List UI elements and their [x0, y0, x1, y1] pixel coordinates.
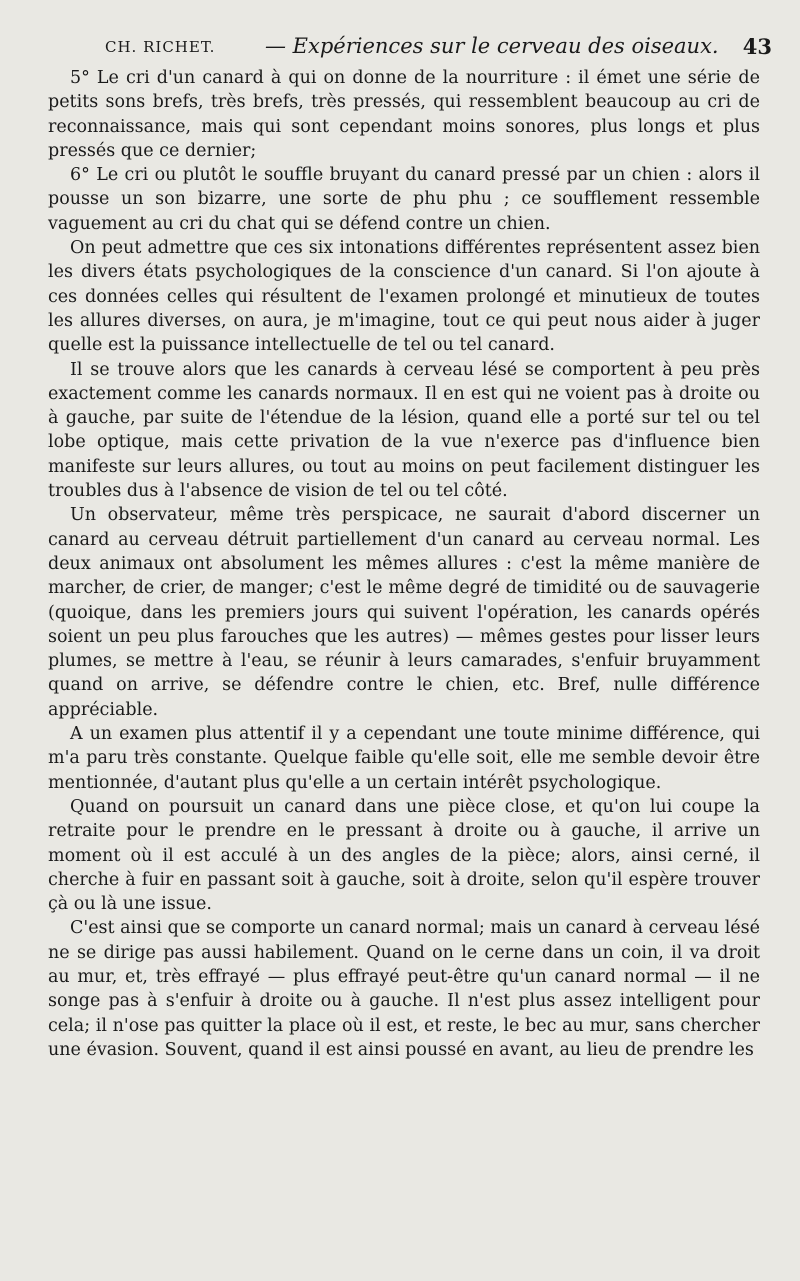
header-author: CH. RICHET.: [105, 38, 216, 56]
paragraph-normal-vs-lesioned: C'est ainsi que se comporte un canard normal; mais un canard à cerveau lésé ne se dirige pas aussi habilement. Quand on le cerne dans un coin, il va droit au mur, et, très effrayé — plus effrayé peut-être qu'un canard normal — il ne songe pas à s'enfuir à droite ou à gauche. Il n'est plus assez intelligent pour cela; il n'ose pas quitter la place où il est, et reste, le bec au mur, sans chercher une évasion. Souvent, quand il est ainsi poussé en avant, au lieu de prendre les: [48, 918, 760, 1060]
paragraph-pursuit: Quand on poursuit un canard dans une pièce close, et qu'on lui coupe la retraite pour le prendre en le pressant à droite ou à gauche, il arrive un moment où il est acculé à un des angles de la pièce; alors, ainsi cerné, il cherche à fuir en passant soit à gauche, soit à droite, selon qu'il espère trouver çà ou là une issue.: [48, 796, 760, 915]
paragraph-5: 5° Le cri d'un canard à qui on donne de la nourriture : il émet une série de petits sons brefs, très brefs, très pressés, qui ressemblent beaucoup au cri de reconnaissance, mais qui sont cependant moins sonores, plus longs et plus pressés que ce dernier;: [48, 68, 760, 161]
paragraph-6: 6° Le cri ou plutôt le souffle bruyant du canard pressé par un chien : alors il pousse un son bizarre, une sorte de phu phu ; ce soufflement ressemble vaguement au cri du chat qui se défend contre un chien.: [48, 165, 760, 234]
paragraph-observer: Un observateur, même très perspicace, ne saurait d'abord discerner un canard au cerveau détruit partiellement d'un canard au cerveau normal. Les deux animaux ont absolument les mêmes allures : c'est la même manière de marcher, de crier, de manger; c'est le même degré de timidité ou de sauvagerie (quoique, dans les premiers jours qui suivent l'opération, les canards opérés soient un peu plus farouches que les autres) — mêmes gestes pour lisser leurs plumes, se mettre à l'eau, se réunir à leurs camarades, s'enfuir bruyamment quand on arrive, se défendre contre le chien, etc. Bref, nulle différence appréciable.: [48, 505, 760, 720]
running-header: [105, 34, 772, 64]
paragraph-intonations: On peut admettre que ces six intonations différentes représentent assez bien les divers états psychologiques de la conscience d'un canard. Si l'on ajoute à ces données celles qui résultent de l'examen prolongé et minutieux de toutes les allures diverses, on aura, je m'imagine, tout ce qui peut nous aider à juger quelle est la puissance intellectuelle de tel ou tel canard.: [48, 238, 760, 356]
body-text: [48, 66, 760, 1062]
paragraph-lesion-behavior: Il se trouve alors que les canards à cerveau lésé se comportent à peu près exactement comme les canards normaux. Il en est qui ne voient pas à droite ou à gauche, par suite de l'étendue de la lésion, quand elle a porté sur tel ou tel lobe optique, mais cette privation de la vue n'exerce pas d'influence bien manifeste sur leurs allures, ou tout au moins on peut facilement distinguer les troubles dus à l'absence de vision de tel ou tel côté.: [48, 359, 760, 502]
header-title: — Expériences sur le cerveau des oiseaux.: [265, 34, 719, 58]
page-number: 43: [742, 34, 772, 59]
paragraph-difference: A un examen plus attentif il y a cependant une toute minime différence, qui m'a paru très constante. Quelque faible qu'elle soit, elle me semble devoir être mentionnée, d'autant plus qu'elle a un certain intérêt psychologique.: [48, 724, 760, 793]
